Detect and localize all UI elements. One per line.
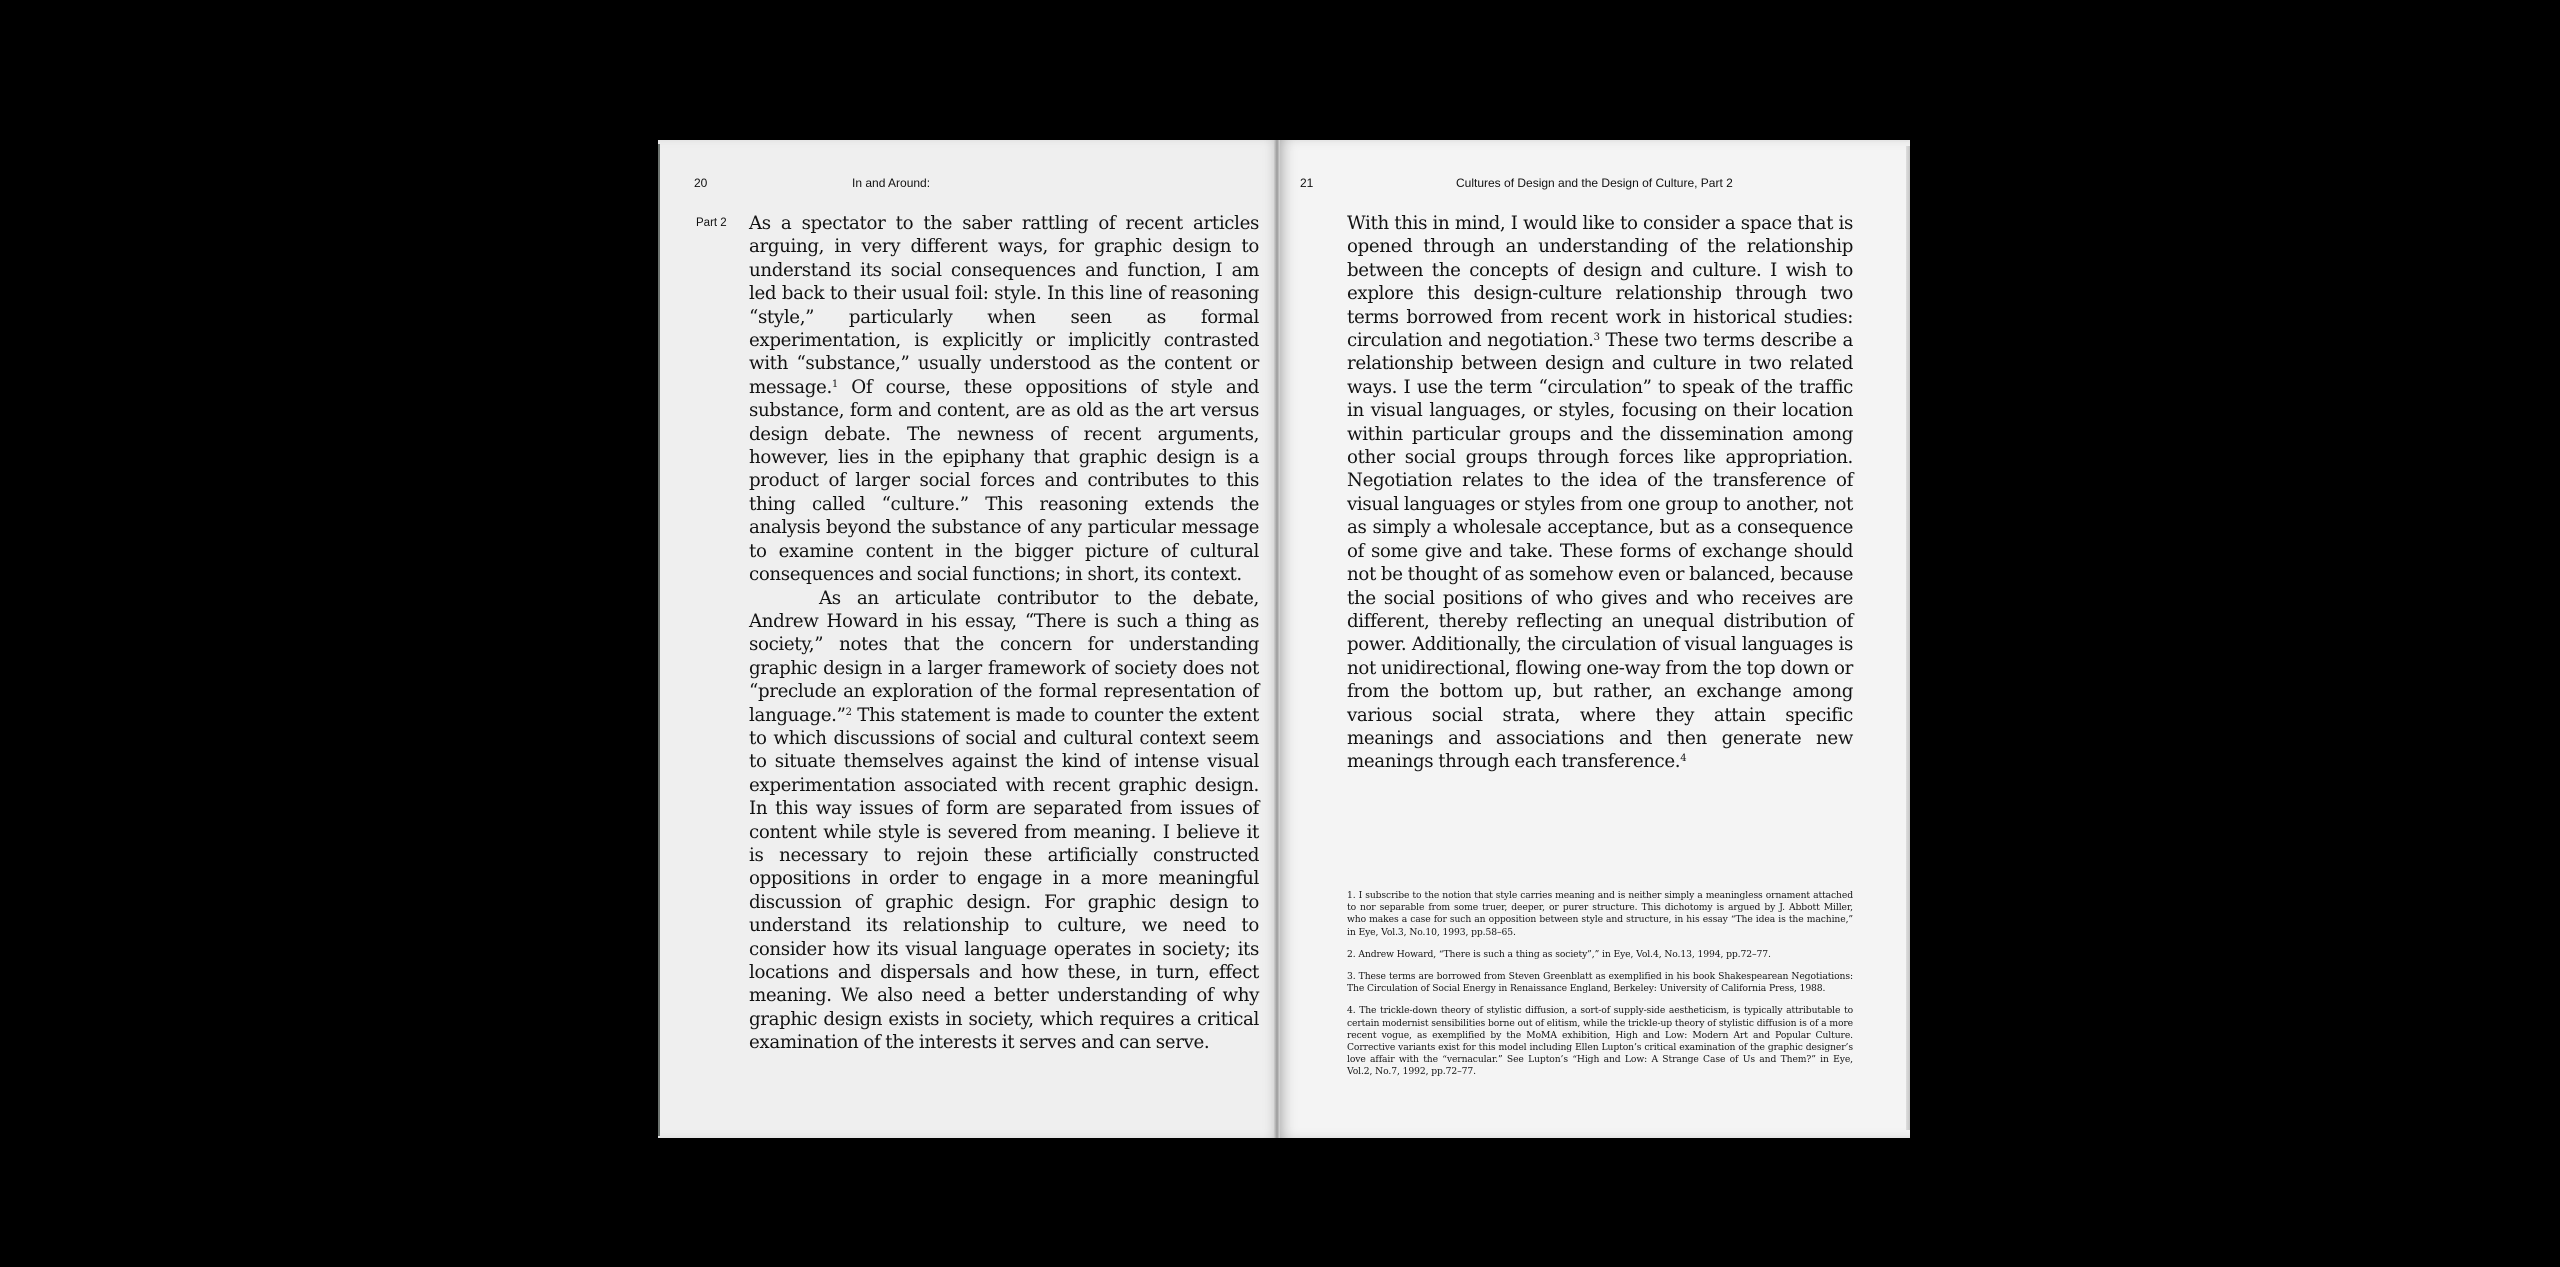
text-segment: With this in mind, I would like to consider a space that is opened through an understanding of the relationship between the concepts of design and culture. I wish to explore this design-culture relationship through two terms borrowed from recent work in historical studies: circulation and negotiation. <box>1347 213 1853 352</box>
text-segment: Of course, these oppositions of style and substance, form and content, are as old as the art versus design debate. The newness of recent arguments, however, lies in the epiphany that graphic design is a product of larger social forces and contributes to this thing called “culture.” This reasoning extends the analysis beyond the substance of any particular message to examine content in the bigger picture of cultural consequences and social functions; in short, its context. <box>749 376 1259 586</box>
paragraph <box>749 212 1259 587</box>
page-number-left: 20 <box>694 176 708 190</box>
footnote-reference: 3 <box>1593 332 1600 344</box>
text-segment: As an articulate contributor to the debate, Andrew Howard in his essay, “There is such a thing as society,” notes that the concern for understanding graphic design in a larger framework of society does not “preclude an exploration of the formal representation of language.” <box>749 587 1259 726</box>
footnote: 1. I subscribe to the notion that style carries meaning and is neither simply a meaningless ornament attached to nor separable from some truer, deeper, or purer structure. This dichotomy is argued by J. Abbott Miller, who makes a case for such an opposition between style and structure, in his essay “The idea is the machine,” in Eye, Vol.3, No.10, 1993, pp.58–65. <box>1347 890 1853 938</box>
left-page <box>658 140 1278 1138</box>
book-spread <box>658 140 1910 1138</box>
footnote: 3. These terms are borrowed from Steven Greenblatt as exemplified in his book Shakespearean Negotiations: The Circulation of Social Energy in Renaissance England, Berkeley: University of California Press, 1988. <box>1347 971 1853 995</box>
footnotes <box>1347 890 1853 1089</box>
page-stack-edge <box>1906 146 1910 1130</box>
running-head-left: In and Around: <box>852 176 931 190</box>
text-segment: As a spectator to the saber rattling of recent articles arguing, in very different ways, for graphic design to understand its social consequences and function, I am led back to their usual foil: style. In this line of reasoning “style,” particularly when seen as formal experimentation, is explicitly or implicitly contrasted with “substance,” usually understood as the content or message. <box>749 213 1259 398</box>
footnote-reference: 4 <box>1680 753 1687 765</box>
text-segment: This statement is made to counter the extent to which discussions of social and cultural context seem to situate themselves against the kind of intense visual experimentation associated with recent graphic design. In this way issues of form are separated from issues of content while style is severed from meaning. I believe it is necessary to rejoin these artificially constructed oppositions in order to engage in a more meaningful discussion of graphic design. For graphic design to understand its relationship to culture, we need to consider how its visual language operates in society; its locations and dispersals and how these, in turn, effect meaning. We also need a better understanding of why graphic design exists in society, which requires a critical examination of the interests it serves and can serve. <box>749 704 1259 1054</box>
text-segment: These two terms describe a relationship between design and culture in two related ways. I use the term “circulation” to speak of the traffic in visual languages, or styles, focusing on their location within particular groups and the dissemination among other social groups through forces like appropriation. Negotiation relates to the idea of the transference of visual languages or styles from one group to another, not as simply a wholesale acceptance, but as a consequence of some give and take. These forms of exchange should not be thought of as somehow even or balanced, because the social positions of who gives and who receives are different, thereby reflecting an unequal distribution of power. Additionally, the circulation of visual languages is not unidirectional, flowing one-way from the top down or from the bottom up, but rather, an exchange among various social strata, where they attain specific meanings and associations and then generate new meanings through each transference. <box>1347 330 1853 773</box>
part-label: Part 2 <box>696 217 727 229</box>
book-gutter <box>1274 140 1280 1138</box>
footnote-reference: 1 <box>831 378 838 390</box>
paragraph <box>1347 212 1853 774</box>
footnote: 4. The trickle-down theory of stylistic diffusion, a sort-of supply-side aestheticism, is typically attributable to certain modernist sensibilities borne out of elitism, while the trickle-up theory of stylistic diffusion is of a more recent vogue, as exemplified by the MoMA exhibition, High and Low: Modern Art and Popular Culture. Corrective variants exist for this model including Ellen Lupton’s critical examination of the graphic designer’s love affair with the “vernacular.” See Lupton’s “High and Low: A Strange Case of Us and Them?” in Eye, Vol.2, No.7, 1992, pp.72–77. <box>1347 1005 1853 1078</box>
right-body-text <box>1347 212 1853 774</box>
running-head-right: Cultures of Design and the Design of Culture, Part 2 <box>1456 176 1733 190</box>
footnote: 2. Andrew Howard, “There is such a thing as society”,” in Eye, Vol.4, No.13, 1994, pp.72–77. <box>1347 948 1771 960</box>
footnote-reference: 2 <box>845 706 852 718</box>
book-cover-edge <box>658 144 660 1136</box>
paragraph <box>749 587 1259 1055</box>
left-body-text <box>749 212 1259 1055</box>
page-number-right: 21 <box>1300 176 1314 190</box>
right-page <box>1278 140 1910 1138</box>
